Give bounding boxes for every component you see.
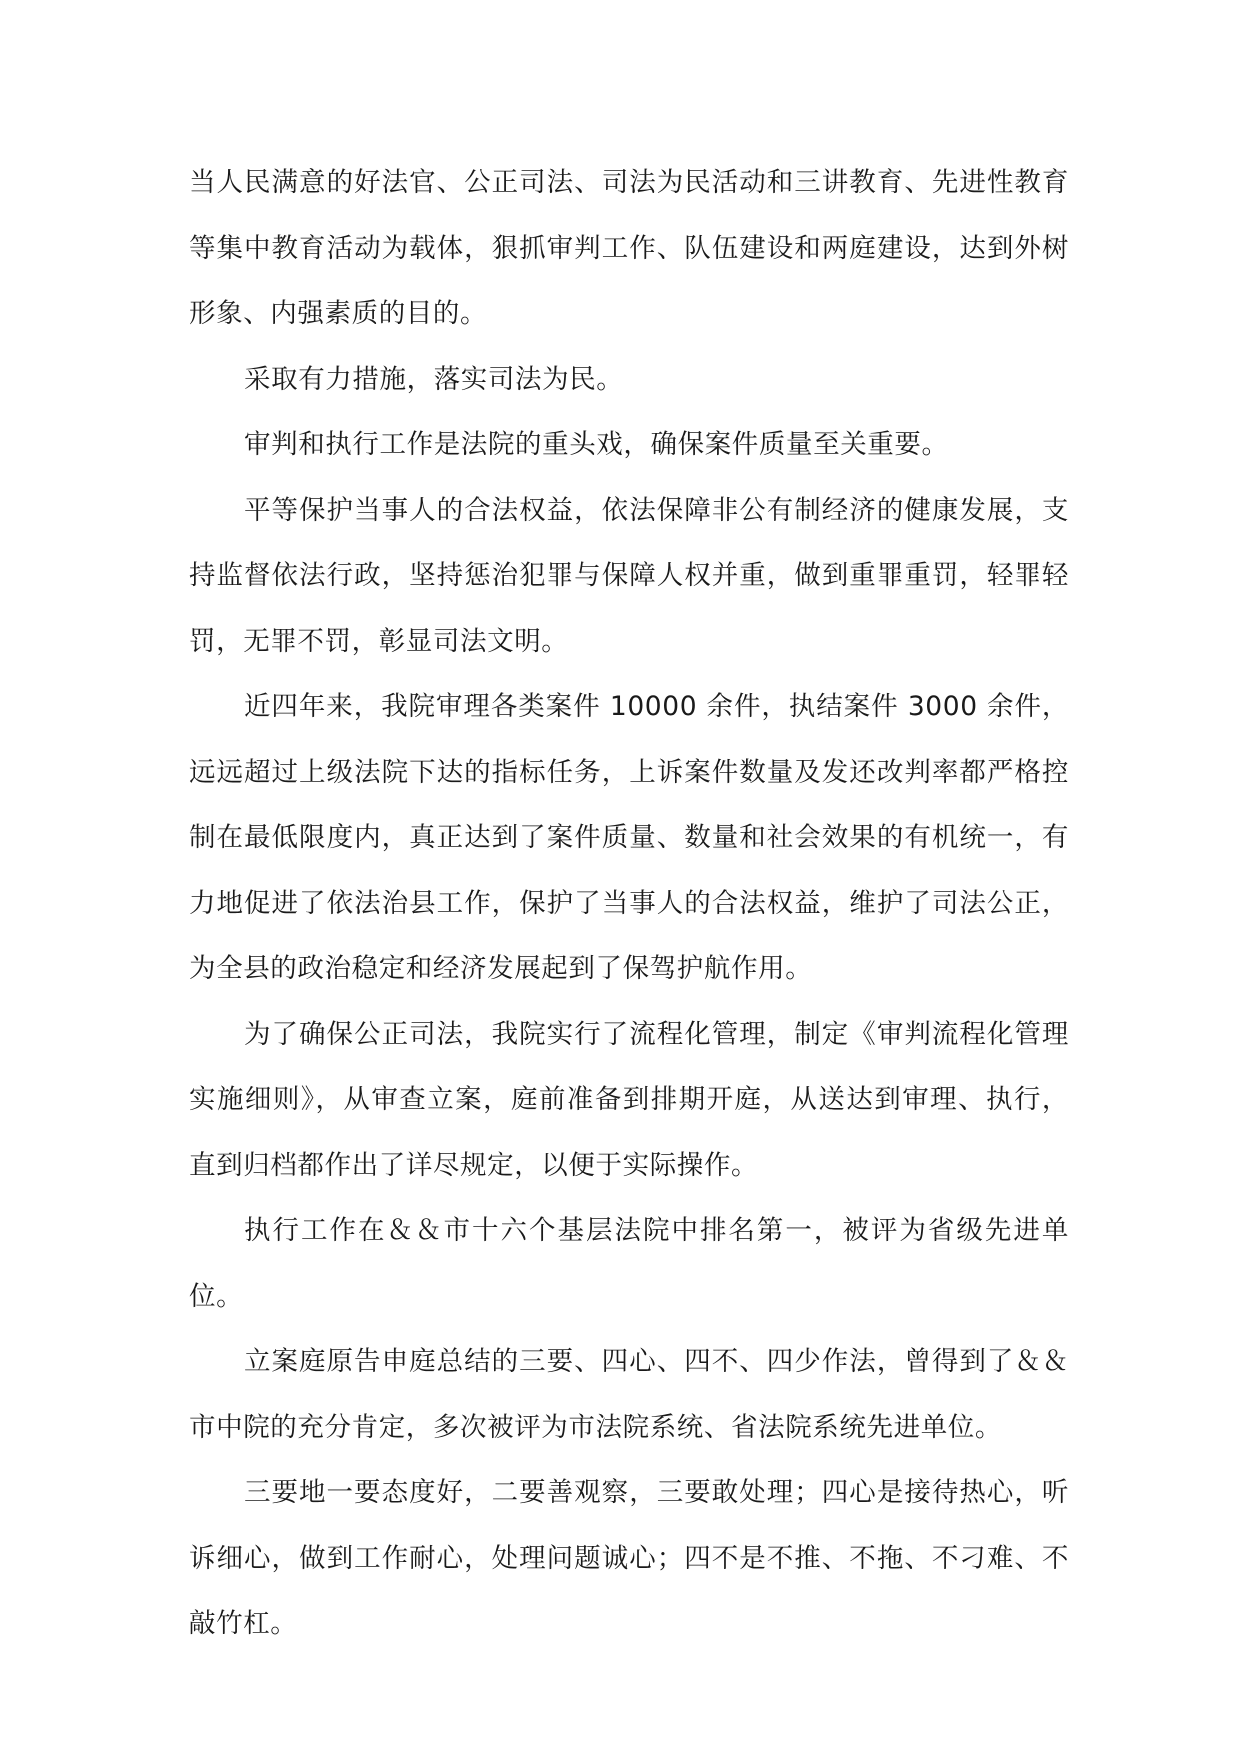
paragraph-three-four-principles: 三要地一要态度好，二要善观察，三要敢处理；四心是接待热心，听诉细心，做到工作耐心，处理问题诚心；四不是不推、不拖、不刁难、不敲竹杠。 xyxy=(189,1477,1069,1639)
paragraph-continued: 当人民满意的好法官、公正司法、司法为民活动和三讲教育、先进性教育等集中教育活动为载体，狠抓审判工作、队伍建设和两庭建设，达到外树形象、内强素质的目的。 xyxy=(189,167,1069,329)
paragraph-trial-execution: 审判和执行工作是法院的重头戏，确保案件质量至关重要。 xyxy=(244,429,949,460)
document-body xyxy=(189,150,1069,1657)
paragraph-case-statistics: 近四年来，我院审理各类案件 10000 余件，执结案件 3000 余件，远远超过上级法院下达的指标任务，上诉案件数量及发还改判率都严格控制在最低限度内，真正达到了案件质量、数量和社会效果的有机统一，有力地促进了依法治县工作，保护了当事人的合法权益，维护了司法公正，为全县的政治稳定和经济发展起到了保驾护航作用。 xyxy=(189,691,1069,984)
paragraph-measures: 采取有力措施，落实司法为民。 xyxy=(244,363,624,395)
paragraph-execution-ranking: 执行工作在＆＆市十六个基层法院中排名第一，被评为省级先进单位。 xyxy=(189,1215,1069,1312)
paragraph-process-management: 为了确保公正司法，我院实行了流程化管理，制定《审判流程化管理实施细则》，从审查立案，庭前准备到排期开庭，从送达到审理、执行，直到归档都作出了详尽规定，以便于实际操作。 xyxy=(189,1018,1069,1181)
paragraph-filing-court: 立案庭原告申庭总结的三要、四心、四不、四少作法，曾得到了＆＆市中院的充分肯定，多次被评为市法院系统、省法院系统先进单位。 xyxy=(189,1346,1069,1443)
paragraph-equal-protection: 平等保护当事人的合法权益，依法保障非公有制经济的健康发展，支持监督依法行政，坚持惩治犯罪与保障人权并重，做到重罪重罚，轻罪轻罚，无罪不罚，彰显司法文明。 xyxy=(189,494,1069,657)
